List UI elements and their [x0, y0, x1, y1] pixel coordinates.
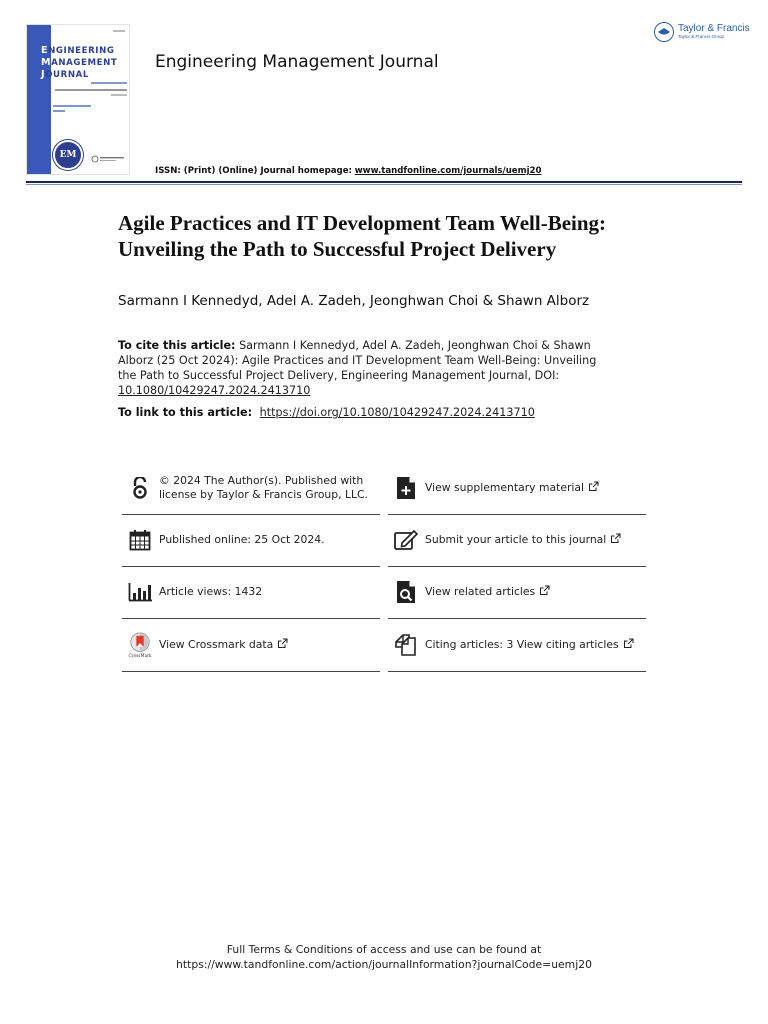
citation-doi-link[interactable]: 10.1080/10429247.2024.2413710 [118, 384, 311, 397]
article-title: Agile Practices and IT Development Team Well-Being: Unveiling the Path to Successful Project Delivery [118, 211, 607, 261]
bar-chart-icon [128, 580, 152, 604]
citation-label: To cite this article: [118, 339, 236, 352]
cover-included-line-2 [53, 110, 65, 112]
citing-text: Citing articles: 3 View citing articles [425, 638, 619, 651]
related-cell[interactable] [388, 566, 646, 619]
link-label: To link to this article: [118, 406, 253, 419]
cover-title-3: OURNAL [45, 70, 89, 80]
publisher-tagline: Taylor & Francis Group [678, 34, 725, 39]
terms-footer-link[interactable]: https://www.tandfonline.com/action/journalInformation?journalCode=uemj20 [176, 958, 592, 971]
issn-label: ISSN: (Print) (Online) Journal homepage: [155, 166, 352, 176]
document-plus-icon [394, 476, 418, 500]
citing-link[interactable] [425, 638, 641, 652]
journal-cover-image [26, 24, 130, 175]
article-authors: Sarmann I Kennedyd, Adel A. Zadeh, Jeonghwan Choi & Shawn Alborz [118, 293, 590, 309]
taylor-francis-logo [654, 22, 750, 42]
article-views-text: Article views: 1432 [159, 585, 263, 598]
external-link-icon [588, 481, 599, 492]
cover-issn-mark [113, 30, 125, 32]
submit-text: Submit your article to this journal [425, 533, 607, 546]
supplementary-cell[interactable] [388, 462, 646, 515]
terms-footer-line-1: Full Terms & Conditions of access and use can be found at [226, 943, 542, 956]
crossmark-text: View Crossmark data [159, 638, 274, 651]
related-text: View related articles [425, 585, 536, 598]
license-cell [122, 462, 380, 515]
journal-name: Engineering Management Journal [155, 52, 439, 72]
cover-editor-line-2 [111, 94, 127, 96]
citing-cell[interactable] [388, 619, 646, 672]
supplementary-link[interactable] [425, 481, 641, 495]
cover-included-line [53, 105, 91, 107]
publisher-name: Taylor & Francis [678, 23, 750, 34]
cover-volume-line [91, 82, 127, 84]
external-link-icon [623, 638, 634, 649]
citing-documents-icon [394, 633, 418, 657]
crossmark-link[interactable] [159, 638, 375, 652]
crossmark-cell[interactable] [122, 619, 380, 672]
external-link-icon [277, 638, 288, 649]
open-access-icon [128, 476, 152, 500]
article-views-cell [122, 566, 380, 619]
cover-editor-line [55, 89, 127, 91]
calendar-icon [128, 528, 152, 552]
header-divider-thin [26, 184, 742, 185]
article-link-line [118, 406, 535, 419]
terms-footer [0, 942, 768, 972]
external-link-icon [539, 585, 550, 596]
svg-text:CrossMark: CrossMark [128, 653, 152, 658]
submit-link[interactable] [425, 533, 641, 547]
cover-title-2: ANAGEMENT [51, 58, 118, 68]
crossmark-icon [128, 633, 152, 657]
cover-title-1: NGINEERING [48, 46, 115, 56]
submit-cell[interactable] [388, 514, 646, 567]
article-doi-url-link[interactable]: https://doi.org/10.1080/10429247.2024.2413710 [259, 406, 535, 419]
published-cell [122, 514, 380, 567]
journal-homepage-link[interactable]: www.tandfonline.com/journals/uemj20 [354, 166, 542, 176]
cover-title: ENGINEERING MANAGEMENT JOURNAL [41, 45, 118, 80]
citation-text: Sarmann I Kennedyd, Adel A. Zadeh, Jeonghwan Choi & Shawn Alborz (25 Oct 2024): Agile Practices and IT Development Team Well-Being: Unveiling the Path to Successful Project Delivery, Engineering Management Journal, DOI: [118, 339, 597, 382]
external-link-icon [610, 533, 621, 544]
supplementary-text: View supplementary material [425, 481, 585, 494]
taylor-francis-logo-icon [654, 22, 674, 42]
citation-block [118, 338, 598, 398]
published-date-text: Published online: 25 Oct 2024. [159, 533, 325, 546]
license-text: © 2024 The Author(s). Published with license by Taylor & Francis Group, LLC. [159, 474, 368, 501]
document-search-icon [394, 580, 418, 604]
cover-tf-logo-icon [91, 155, 127, 163]
cover-em-seal-icon: EM [53, 140, 83, 170]
header-divider [26, 181, 742, 183]
edit-document-icon [394, 528, 418, 552]
issn-line [155, 166, 542, 176]
related-link[interactable] [425, 585, 641, 599]
